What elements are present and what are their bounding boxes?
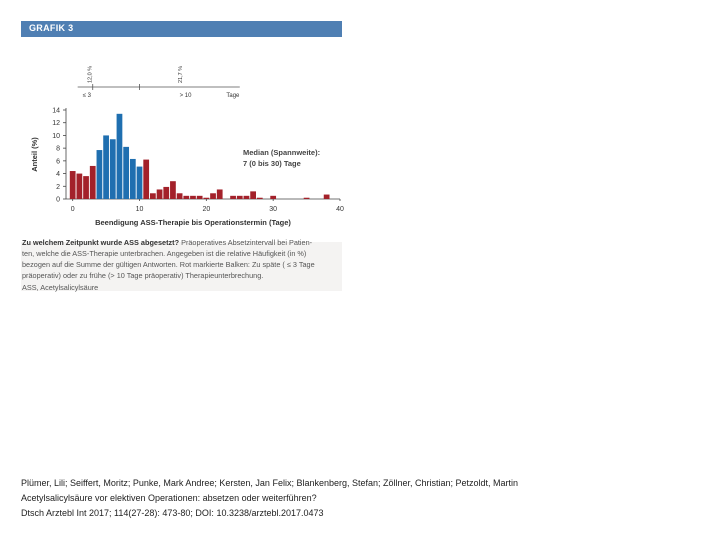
bar-red: [83, 176, 89, 199]
citation-source: Dtsch Arztebl Int 2017; 114(27-28): 473-80; DOI: 10.3238/arztebl.2017.0473: [21, 508, 324, 518]
chart-labels: [30, 108, 344, 228]
bar-blue: [137, 167, 143, 199]
bar-red: [270, 196, 276, 199]
bar-red: [157, 189, 163, 199]
median-annotation-line-2: 7 (0 bis 30) Tage: [243, 159, 301, 168]
bar-red: [163, 187, 169, 199]
citation-title: Acetylsalicylsäure vor elektiven Operationen: absetzen oder weiterführen?: [21, 493, 317, 503]
bar-red: [90, 166, 96, 199]
bar-red: [183, 196, 189, 199]
bar-red: [217, 189, 223, 199]
x-tick-label: 40: [336, 206, 344, 213]
histogram-chart: [21, 37, 342, 237]
caption-line-2: ten, welche die ASS-Therapie unterbrachen. Angegeben ist die relative Häufigkeit (in %): [22, 249, 307, 258]
figure-label: GRAFIK 3: [29, 23, 74, 33]
caption-line-3: bezogen auf die Summe der gültigen Antworten. Rot markierte Balken: Zu späte ( ≤ 3 Tage: [22, 260, 315, 269]
x-tick-label: 0: [70, 206, 75, 213]
top-scale-percent-high: 21,7 %: [177, 65, 184, 83]
citation-block: [21, 476, 518, 521]
y-tick-label: 2: [56, 183, 60, 191]
bar-red: [170, 181, 176, 199]
bar-red: [230, 196, 236, 199]
top-scale: [78, 66, 240, 99]
bar-blue: [130, 159, 136, 199]
bar-red: [70, 171, 76, 199]
y-tick-label: 10: [52, 132, 60, 140]
caption-line-1: [22, 237, 312, 248]
bar-red: [150, 193, 156, 199]
citation-authors: Plümer, Lili; Seiffert, Moritz; Punke, Mark Andree; Kersten, Jan Felix; Blankenberg, Stefan; Zöllner, Christian; Petzoldt, Martin: [21, 478, 519, 488]
bar-red: [237, 196, 243, 199]
bar-red: [304, 198, 310, 199]
caption-line-5: ASS, Acetylsalicylsäure: [22, 283, 99, 292]
y-axis-title: Anteil (%): [30, 137, 39, 172]
y-tick-label: 14: [52, 107, 60, 115]
y-tick-label: 4: [56, 171, 60, 179]
y-tick-label: 0: [56, 196, 60, 204]
x-tick-label: 30: [269, 206, 278, 213]
bar-red: [244, 196, 250, 199]
top-scale-percent-low: 12,0 %: [87, 65, 94, 83]
x-tick-label: 20: [202, 206, 211, 213]
bar-red: [76, 174, 82, 199]
bar-red: [250, 191, 256, 199]
top-scale-label-high: > 10: [179, 93, 192, 99]
figure-header-bar: [21, 21, 342, 37]
caption-line-4: präoperativ) oder zu frühe (> 10 Tage präoperativ) Therapieunterbrechung.: [22, 271, 264, 280]
y-tick-label: 12: [52, 120, 60, 128]
caption-line-1-rest: Präoperatives Absetzintervall bei Patien-: [179, 238, 313, 247]
bar-red: [324, 195, 330, 199]
top-scale-label-low: ≤ 3: [82, 93, 92, 99]
bar-red: [203, 198, 209, 199]
bar-red: [257, 198, 263, 199]
bar-blue: [117, 114, 123, 199]
top-scale-label-unit: Tage: [226, 93, 240, 99]
median-annotation-line-1: Median (Spannweite):: [243, 148, 321, 157]
y-tick-label: 6: [56, 158, 60, 166]
x-axis-title: Beendigung ASS-Therapie bis Operationstermin (Tage): [95, 218, 291, 227]
figure-panel: [21, 21, 342, 291]
bar-blue: [123, 147, 129, 199]
bar-red: [210, 193, 216, 199]
bar-red: [197, 196, 203, 199]
bar-blue: [110, 139, 116, 199]
bar-red: [190, 196, 196, 199]
bar-blue: [97, 150, 103, 199]
x-tick-label: 10: [135, 206, 144, 213]
bar-blue: [103, 135, 109, 199]
bar-red: [177, 193, 183, 199]
bar-red: [143, 160, 149, 199]
y-tick-label: 8: [56, 145, 60, 153]
caption-title: Zu welchem Zeitpunkt wurde ASS abgesetzt?: [22, 238, 180, 247]
